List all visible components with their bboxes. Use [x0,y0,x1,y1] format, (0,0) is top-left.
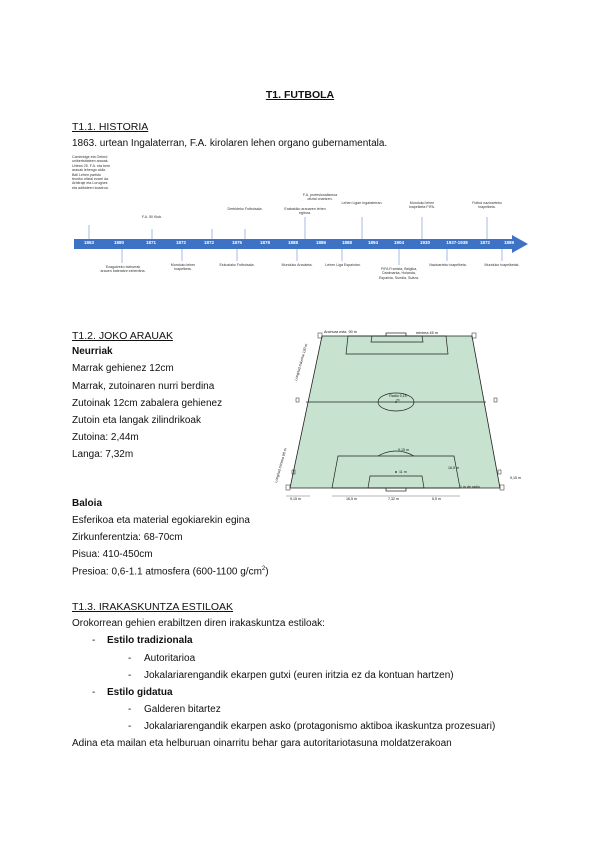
field-graphic [282,330,528,502]
field-label-goal-area: 5,5 m [432,497,441,501]
page-title: T1. FUTBOLA [265,89,335,101]
timeline-year: 1886 [315,240,326,245]
timeline-note: Lehen Ligan Ingalaterran. [341,201,383,205]
section-heading-historia: T1.1. HISTORIA [72,121,149,133]
subheading-baloia: Baloia [72,498,103,509]
timeline-year: 1880 [113,240,124,245]
field-label-minima: mínima 45 m [416,331,438,335]
timeline-note: FIFA Frantzia, Belgika, Danimarka, Holanda, Espainia, Suedia, Suitza. [379,267,419,280]
styles-intro: Orokorrean gehien erabiltzen diren irakaskuntza estiloak: [72,618,325,629]
field-surface [290,336,500,488]
bullet-dash: - [92,687,96,698]
timeline-note: Munduko lehen txapelketa. [170,263,196,272]
ball-line: Esferikoa eta material egokiarekin egina [72,515,250,526]
field-label-right: 9,15 m [510,476,521,480]
historia-text: 1863. urtean Ingalaterran, F.A. kirolaren lehen organo gubernamentala. [72,138,388,149]
pressure-suffix: ) [265,566,269,578]
field-label-goal-width: 7,32 m [388,497,399,501]
timeline-year: 1889 [503,240,514,245]
field-label-corner-radius: 1 m de radio [460,485,480,489]
style-tradizionala: Estilo tradizionala [107,635,193,646]
rule-line: Marrak gehienez 12cm [72,363,174,374]
section-heading-irakaskuntza: T1.3. IRAKASKUNTZA ESTILOAK [72,601,234,613]
closing-text: Adina eta mailan eta helburuan oinarritu behar gara autoritariotasuna moldatzerakoan [72,738,452,749]
history-timeline [72,155,532,290]
bullet-dash: - [92,635,96,646]
timeline-note: Munduko lehen txapelketa FIFA. [409,201,435,210]
timeline-year: 1875 [231,240,242,245]
timeline-note: Munduko Arauketa. [281,263,313,267]
field-label-radio: Radio 9,15 m [389,394,407,402]
timeline-note: F.A. 50 Klub. [141,215,163,219]
timeline-year: 1894 [367,240,378,245]
rule-line: Zutoinak 12cm zabalera gehienez [72,398,223,409]
goal [386,488,406,491]
timeline-note: Cambridge eta Oxford unibertsitateen arauak. Urtean 25. F.A. eta bere arauak lehengo aldiz. Ball Lehen partidu teoriko ofizial ezarri da. Arbitraje eta Lorugnes eta adibideen koadroa. [72,155,111,190]
rule-line: Langa: 7,32m [72,449,134,460]
football-field-diagram [274,330,528,502]
timeline-year: 1871 [145,240,156,245]
field-label-left: 9,15 m [290,497,301,501]
section-heading-joko-arauak: T1.2. JOKO ARAUAK [72,330,173,342]
timeline-year: 1888 [287,240,298,245]
ball-line: Pisua: 410-450cm [72,549,153,560]
bullet-dash: - [128,704,132,715]
subheading-neurriak: Neurriak [72,346,113,357]
rule-line: Marrak, zutoinaren nurri berdina [72,381,215,392]
field-label-penalty-width: 16,5 m [346,497,357,501]
bullet-dash: - [128,721,132,732]
timeline-year: 1937-1938 [446,240,468,245]
field-label-longitud-max: Longitud máxima 120 m [294,343,309,382]
timeline-year: 1878 [259,240,270,245]
style-item: Autoritarioa [144,653,196,664]
timeline-note: Erabakiko arauaren lehen egitura. [284,207,326,216]
rule-line: Zutoin eta langak zilindrikoak [72,415,201,426]
style-item: Jokalariarengandik ekarpen gutxi (euren iritzia ez da kontuan hartzen) [144,670,454,681]
style-item: Jokalariarengandik ekarpen asko (protagonismo aktiboa ikaskuntza prozesuari) [144,721,496,732]
timeline-year: 1930 [419,240,430,245]
pressure-text: Presioa: 0,6-1.1 atmosfera (600-1100 g/cm [72,566,262,578]
timeline-year: 1872 [203,240,214,245]
timeline-note: Eskoziako Futbolsala. [219,263,255,267]
bullet-dash: - [128,653,132,664]
field-label-arc: 9,15 m [398,448,409,452]
timeline-year: 1888 [341,240,352,245]
timeline-note: Lehen Liga Espainian. [325,263,361,267]
ball-line: Zirkunferentzia: 68-70cm [72,532,183,543]
bullet-dash: - [128,670,132,681]
field-label-longitud-min: Longitud mínima 90 m [274,447,288,484]
timeline-note: Munduko txapelketak. [484,263,520,267]
timeline-note: Futbol nazioarteko txapelketa. [472,201,502,210]
timeline-year: 1863 [83,240,94,245]
field-label-penalty-spot: 11 m [399,470,407,474]
pressure-superscript: 2 [261,566,266,572]
timeline-note: Ezagutzeko bizkorrak arauen bateratze ezberdina. [100,265,146,274]
timeline-note: F.A. profesionalismoa ofizial onartzen. [302,193,338,202]
timeline-year: 1872 [175,240,186,245]
timeline-year: 1872 [479,240,490,245]
field-label-penalty-depth: 16,5 m [448,466,459,470]
field-label-anchura: Anchura máx. 90 m [324,330,357,334]
style-gidatua: Estilo gidatua [107,687,173,698]
timeline-year: 1904 [393,240,404,245]
ball-pressure [72,566,269,577]
timeline-note: Nazioarteko txapelketa. [429,263,467,267]
rule-line: Zutoina: 2,44m [72,432,139,443]
style-item: Galderen bitartez [144,704,221,715]
timeline-note: Derbideko Futbolsala. [227,207,263,211]
